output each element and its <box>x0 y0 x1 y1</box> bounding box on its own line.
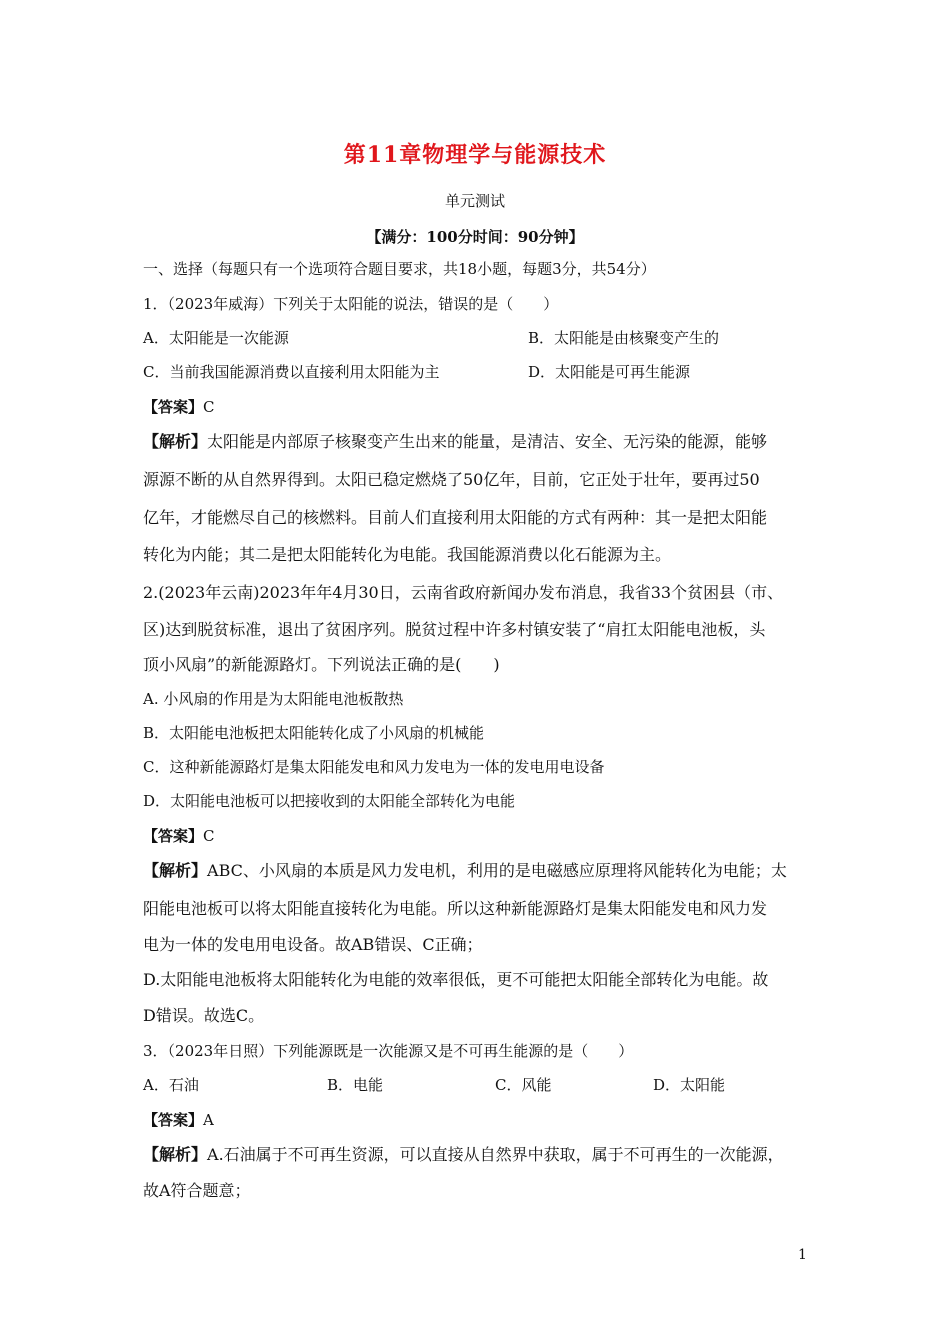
q2-analysis-line-3: 电为一体的发电用电设备。故AB错误、C正确； <box>143 935 483 954</box>
analysis-label: 【解析】 <box>143 861 208 880</box>
answer-value: C <box>203 827 215 845</box>
analysis-label: 【解析】 <box>143 1145 208 1164</box>
page-title: 第11章物理学与能源技术 <box>343 142 607 168</box>
q3-answer <box>143 1110 214 1130</box>
page-number: 1 <box>798 1247 807 1263</box>
q3-stem: 3．（2023年日照）下列能源既是一次能源又是不可再生能源的是（ ） <box>143 1042 634 1060</box>
q1-analysis-line-2: 源源不断的从自然界得到。太阳已稳定燃烧了50亿年，目前，它正处于壮年，要再过50 <box>143 470 760 489</box>
score-time-line: 【满分：100分时间：90分钟】 <box>366 228 584 246</box>
q2-answer <box>143 826 215 846</box>
q1-option-c: C．当前我国能源消费以直接利用太阳能为主 <box>143 363 440 381</box>
q2-option-d: D．太阳能电池板可以把接收到的太阳能全部转化为电能 <box>143 792 516 810</box>
q3-option-c: C．风能 <box>495 1076 552 1094</box>
q2-option-a: A. 小风扇的作用是为太阳能电池板散热 <box>143 690 404 708</box>
q3-analysis-line-2: 故A符合题意； <box>143 1181 251 1200</box>
answer-label: 【答案】 <box>143 398 204 416</box>
q1-answer <box>143 397 215 417</box>
q2-option-b: B．太阳能电池板把太阳能转化成了小风扇的机械能 <box>143 724 485 742</box>
analysis-text: ABC、小风扇的本质是风力发电机，利用的是电磁感应原理将风能转化为电能；太 <box>207 861 787 880</box>
q3-analysis-line-1 <box>143 1145 784 1165</box>
answer-label: 【答案】 <box>143 827 204 845</box>
q2-analysis-line-2: 阳能电池板可以将太阳能直接转化为电能。所以这种新能源路灯是集太阳能发电和风力发 <box>143 899 768 918</box>
q2-analysis-line-4: D.太阳能电池板将太阳能转化为电能的效率很低，更不可能把太阳能全部转化为电能。故 <box>143 970 769 989</box>
q1-analysis-line-4: 转化为内能；其二是把太阳能转化为电能。我国能源消费以化石能源为主。 <box>143 545 672 564</box>
q2-analysis-line-1 <box>143 861 787 881</box>
q3-option-d: D．太阳能 <box>653 1076 726 1094</box>
analysis-text: A.石油属于不可再生资源，可以直接从自然界中获取，属于不可再生的一次能源， <box>207 1145 784 1164</box>
analysis-label: 【解析】 <box>143 432 208 451</box>
q3-option-b: B．电能 <box>327 1076 384 1094</box>
q1-analysis-line-3: 亿年，才能燃尽自己的核燃料。目前人们直接利用太阳能的方式有两种：其一是把太阳能 <box>143 508 768 527</box>
analysis-text: 太阳能是内部原子核聚变产生出来的能量，是清洁、安全、无污染的能源，能够 <box>207 432 768 451</box>
q2-stem-line-1: 2.(2023年云南)2023年年4月30日，云南省政府新闻办发布消息，我省33个贫困县（市、 <box>143 583 784 602</box>
page-subtitle: 单元测试 <box>444 192 505 210</box>
q1-option-a: A．太阳能是一次能源 <box>143 329 289 347</box>
q2-analysis-line-5: D错误。故选C。 <box>143 1006 265 1025</box>
q1-analysis-line-1 <box>143 432 767 452</box>
section-heading: 一、选择（每题只有一个选项符合题目要求，共18小题，每题3分，共54分） <box>143 260 656 278</box>
answer-label: 【答案】 <box>143 1111 204 1129</box>
answer-value: A <box>203 1111 214 1129</box>
q2-stem-line-3: 顶小风扇”的新能源路灯。下列说法正确的是( ) <box>143 655 500 674</box>
q2-stem-line-2: 区)达到脱贫标准，退出了贫困序列。脱贫过程中许多村镇安装了“肩扛太阳能电池板，头 <box>143 620 766 639</box>
q1-option-d: D．太阳能是可再生能源 <box>528 363 691 381</box>
q1-option-b: B．太阳能是由核聚变产生的 <box>528 329 720 347</box>
q3-option-a: A．石油 <box>143 1076 199 1094</box>
answer-value: C <box>203 398 215 416</box>
q2-option-c: C．这种新能源路灯是集太阳能发电和风力发电为一体的发电用电设备 <box>143 758 605 776</box>
q1-stem: 1．（2023年威海）下列关于太阳能的说法，错误的是（ ） <box>143 295 559 313</box>
